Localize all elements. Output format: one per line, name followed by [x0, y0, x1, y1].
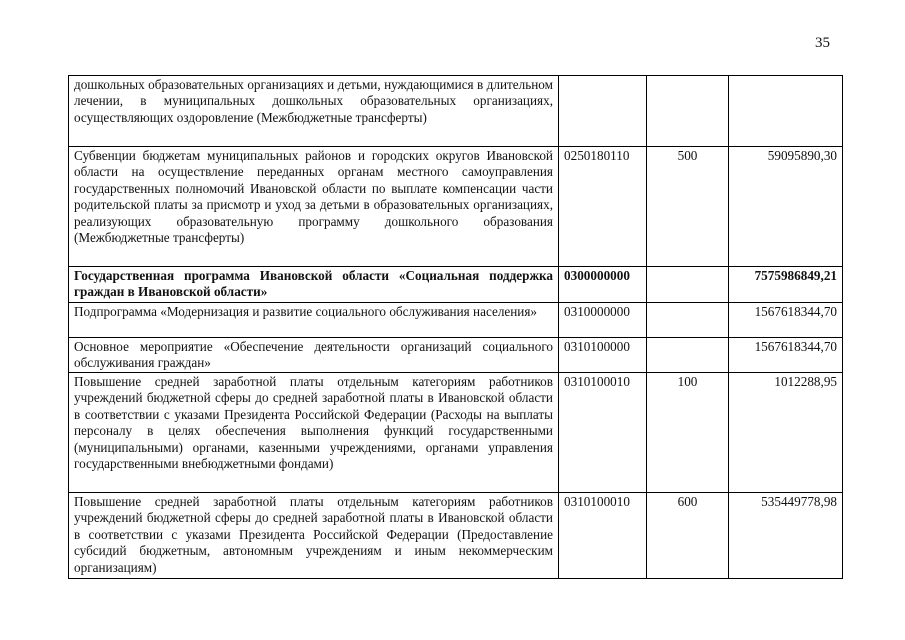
table-row-program — [69, 267, 843, 303]
row-sum: 7575986849,21 — [729, 267, 843, 303]
row-sum: 1567618344,70 — [729, 338, 843, 373]
row-expense-type: 600 — [647, 493, 729, 579]
table-row — [69, 303, 843, 338]
row-expense-type — [647, 338, 729, 373]
table-row — [69, 147, 843, 267]
row-sum — [729, 76, 843, 147]
table-row — [69, 493, 843, 579]
row-sum: 59095890,30 — [729, 147, 843, 267]
row-code — [559, 76, 647, 147]
row-expense-type — [647, 303, 729, 338]
row-name: Государственная программа Ивановской области «Социальная поддержка граждан в Ивановской области» — [69, 267, 559, 303]
row-name: Повышение средней заработной платы отдельным категориям работников учреждений бюджетной сферы до средней заработной платы в Ивановской области в соответствии с указами Президента Российской Федерации (Предоставление субсидий бюджетным, автономным учреждениям и иным некоммерческим организациям) — [69, 493, 559, 579]
row-expense-type: 500 — [647, 147, 729, 267]
table-row — [69, 373, 843, 493]
row-expense-type — [647, 76, 729, 147]
row-code: 0250180110 — [559, 147, 647, 267]
row-code: 0310000000 — [559, 303, 647, 338]
row-sum: 1567618344,70 — [729, 303, 843, 338]
row-expense-type — [647, 267, 729, 303]
row-expense-type: 100 — [647, 373, 729, 493]
row-code: 0310100000 — [559, 338, 647, 373]
row-code: 0300000000 — [559, 267, 647, 303]
table-row — [69, 338, 843, 373]
row-sum: 1012288,95 — [729, 373, 843, 493]
row-name: дошкольных образовательных организациях и детьми, нуждающимися в длительном лечении, в муниципальных дошкольных образовательных организациях, осуществляющих оздоровление (Межбюджетные трансферты) — [69, 76, 559, 147]
row-name: Повышение средней заработной платы отдельным категориям работников учреждений бюджетной сферы до средней заработной платы в Ивановской области в соответствии с указами Президента Российской Федерации (Расходы на выплаты персоналу в целях обеспечения выполнения функций государственными (муниципальными) органами, казенными учреждениями, органами управления государственными внебюджетными фондами) — [69, 373, 559, 493]
row-code: 0310100010 — [559, 373, 647, 493]
page-number: 35 — [815, 35, 830, 51]
row-sum: 535449778,98 — [729, 493, 843, 579]
row-name: Основное мероприятие «Обеспечение деятельности организаций социального обслуживания граждан» — [69, 338, 559, 373]
row-name: Подпрограмма «Модернизация и развитие социального обслуживания населения» — [69, 303, 559, 338]
row-code: 0310100010 — [559, 493, 647, 579]
budget-table — [68, 75, 843, 579]
table-row — [69, 76, 843, 147]
row-name: Субвенции бюджетам муниципальных районов и городских округов Ивановской области на осуществление переданных органам местного самоуправления государственных полномочий Ивановской области по выплате компенсации части родительской платы за присмотр и уход за детьми в образовательных организациях, реализующих образовательную программу дошкольного образования (Межбюджетные трансферты) — [69, 147, 559, 267]
